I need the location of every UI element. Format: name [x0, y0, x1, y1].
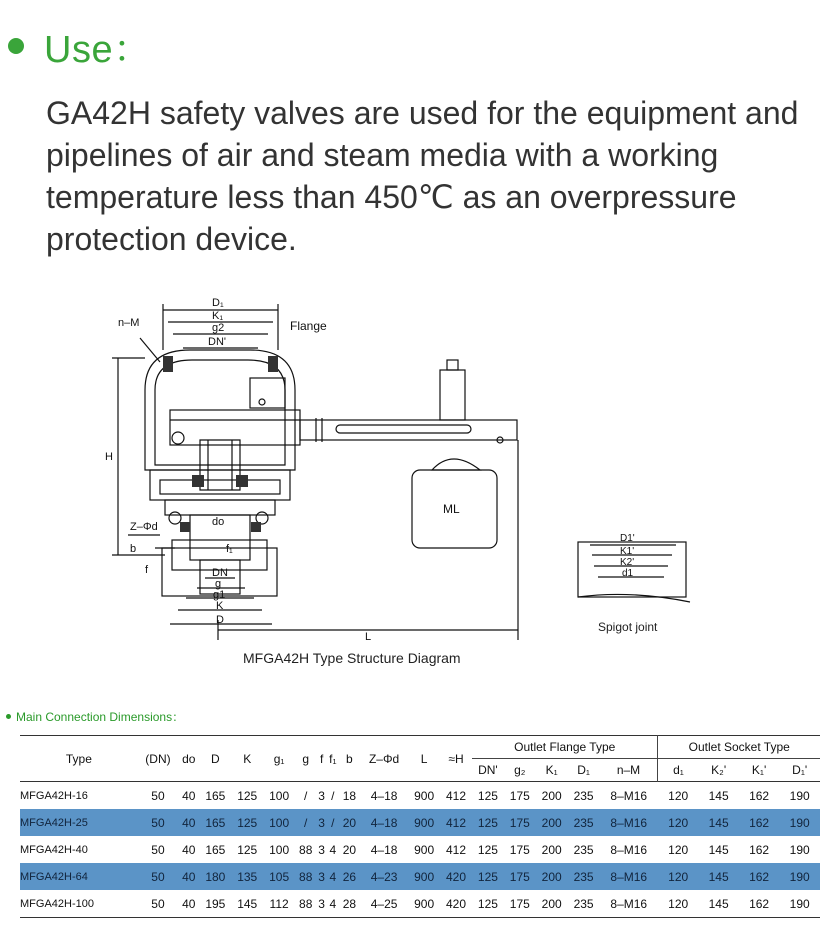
table-cell: 105 [263, 863, 295, 890]
section-heading [8, 18, 152, 73]
table-cell: 145 [708, 788, 729, 803]
col-header: Z–Φd [368, 751, 400, 766]
bullet-icon [6, 714, 11, 719]
label-b: b [130, 543, 137, 555]
table-cell: 125 [477, 842, 498, 857]
table-cell: 50 [138, 863, 178, 890]
label-f: f [145, 564, 149, 576]
table-cell: 3 [318, 842, 325, 857]
table-cell: 4–18 [370, 788, 398, 803]
table-cell: 18 [342, 788, 357, 803]
table-cell: 900 [408, 890, 440, 918]
table-cell: 40 [182, 788, 196, 803]
table-cell: 50 [138, 809, 178, 836]
type-cell: MFGA42H-40 [20, 843, 88, 856]
table-cell: 190 [779, 863, 820, 890]
label-k1: K₁ [212, 310, 224, 322]
table-cell: 100 [263, 809, 295, 836]
table-cell: 145 [698, 890, 738, 918]
table-cell: 162 [749, 842, 770, 857]
table-cell: 40 [178, 863, 199, 890]
table-cell: 3 [316, 809, 327, 836]
table-cell: 190 [789, 788, 810, 803]
table-cell: 3 [316, 863, 327, 890]
table-cell: 4 [327, 890, 339, 918]
table-cell: 145 [698, 809, 738, 836]
table-cell: 88 [299, 842, 313, 857]
table-cell: 120 [658, 863, 698, 890]
table-cell: 40 [178, 809, 199, 836]
table-cell: 412 [440, 809, 472, 836]
table-cell: 3 [318, 788, 325, 803]
table-cell: 175 [504, 809, 536, 836]
table-cell: 165 [205, 842, 226, 857]
table-cell: 190 [789, 842, 810, 857]
label-dn: DN [212, 567, 228, 579]
col-header: ≈H [448, 751, 464, 766]
dimensions-table [20, 735, 820, 918]
table-cell: 20 [342, 842, 357, 857]
table-cell: 900 [408, 809, 440, 836]
group-header-outlet-flange: Outlet Flange Type [472, 736, 658, 759]
table-cell: 900 [408, 863, 440, 890]
table-cell: 162 [739, 863, 779, 890]
table-cell: 125 [472, 809, 504, 836]
col-header: do [182, 751, 196, 766]
col-header: Type [65, 751, 92, 766]
label-z-phi-d: Z–Φd [130, 521, 158, 533]
col-header: K₁' [751, 763, 767, 777]
table-cell: / [304, 788, 308, 803]
group-header-outlet-socket: Outlet Socket Type [658, 736, 820, 759]
table-cell: / [327, 809, 339, 836]
label-d: D [216, 614, 224, 626]
label-g1: g1 [213, 589, 226, 601]
table-cell: 100 [269, 842, 290, 857]
table-cell: 235 [573, 788, 594, 803]
table-cell: 165 [205, 788, 226, 803]
label-k1-prime: K1' [620, 546, 635, 557]
col-header: D₁' [792, 763, 808, 777]
label-g2: g2 [212, 322, 225, 334]
table-cell: 145 [231, 890, 263, 918]
table-cell: / [295, 809, 316, 836]
type-cell: MFGA42H-100 [20, 890, 138, 918]
table-cell: 135 [231, 863, 263, 890]
table-cell: 28 [339, 890, 360, 918]
table-cell: 50 [151, 788, 165, 803]
table-cell: 125 [231, 809, 263, 836]
table-cell: 125 [472, 863, 504, 890]
table-cell: 50 [151, 842, 165, 857]
table-cell: 8–M16 [610, 788, 648, 803]
table-cell: 125 [477, 788, 498, 803]
table-cell: 40 [178, 890, 199, 918]
table-cell: 235 [568, 863, 600, 890]
col-header: K₂' [711, 763, 727, 777]
table-cell: 235 [568, 809, 600, 836]
table-cell: 4 [327, 863, 339, 890]
table-cell: / [331, 788, 335, 803]
table-cell: 120 [668, 842, 689, 857]
table-row [20, 809, 820, 836]
bullet-icon [8, 38, 24, 54]
col-header: D [211, 751, 220, 766]
col-header: L [420, 751, 428, 766]
table-cell: 175 [509, 788, 530, 803]
label-h: H [105, 451, 113, 463]
table-cell: 125 [472, 890, 504, 918]
label-l: L [365, 631, 372, 643]
col-header: D₁ [577, 763, 590, 777]
table-cell: 4 [329, 842, 337, 857]
table-cell: 120 [658, 809, 698, 836]
table-cell: 8–M16 [600, 863, 658, 890]
table-cell: 900 [414, 788, 435, 803]
table-cell: 200 [536, 809, 568, 836]
col-header: f [319, 751, 324, 766]
table-cell: 40 [182, 842, 196, 857]
table-heading [6, 708, 184, 725]
section-title: Use： [44, 29, 152, 71]
table-row [20, 836, 820, 863]
table-cell: 145 [708, 842, 729, 857]
table-cell: 100 [269, 788, 290, 803]
table-row [20, 890, 820, 918]
col-header: b [346, 751, 353, 766]
table-cell: 195 [199, 890, 231, 918]
table-cell: 200 [536, 863, 568, 890]
table-cell: 162 [749, 788, 770, 803]
table-cell: 900 [414, 842, 435, 857]
table-cell: 4–23 [360, 863, 408, 890]
col-header: g [302, 751, 310, 766]
col-header: K [243, 751, 252, 766]
col-header: DN' [478, 763, 498, 777]
description-text: GA42H safety valves are used for the equipment and pipelines of air and steam media with a working temperature less than 450℃ as an overpressure protection device. [46, 95, 799, 257]
table-cell: 165 [199, 809, 231, 836]
type-cell: MFGA42H-16 [20, 789, 88, 802]
table-cell: 190 [779, 809, 820, 836]
table-cell: 26 [339, 863, 360, 890]
table-cell: 420 [440, 863, 472, 890]
table-cell: 190 [779, 890, 820, 918]
table-cell: 88 [295, 863, 316, 890]
table-cell: 235 [573, 842, 594, 857]
table-cell: 112 [263, 890, 295, 918]
table-cell: 175 [509, 842, 530, 857]
table-cell: 412 [446, 788, 467, 803]
table-cell: 145 [698, 863, 738, 890]
table-cell: 4–18 [360, 809, 408, 836]
diagram-caption: MFGA42H Type Structure Diagram [243, 650, 461, 666]
table-cell: 175 [504, 890, 536, 918]
table-title: Main Connection Dimensions： [16, 710, 185, 724]
table-cell: 3 [316, 890, 327, 918]
table-cell: 88 [295, 890, 316, 918]
table-cell: 4–25 [360, 890, 408, 918]
label-nm: n–M [118, 317, 140, 329]
table-cell: 175 [504, 863, 536, 890]
label-d1-spigot: d1 [622, 568, 634, 579]
col-header: g₁ [273, 751, 285, 766]
col-header: n–M [600, 759, 658, 782]
label-k2-prime: K2' [620, 557, 635, 568]
table-cell: 8–M16 [600, 890, 658, 918]
table-cell: 4–18 [370, 842, 398, 857]
table-cell: 420 [440, 890, 472, 918]
label-do: do [212, 516, 225, 528]
table-cell: 200 [541, 842, 562, 857]
table-cell: 120 [658, 890, 698, 918]
table-cell: 162 [739, 809, 779, 836]
spigot-caption: Spigot joint [598, 620, 658, 634]
flange-label: Flange [290, 319, 327, 333]
table-cell: 200 [536, 890, 568, 918]
table-cell: 180 [199, 863, 231, 890]
table-cell: 20 [339, 809, 360, 836]
table-cell: 200 [541, 788, 562, 803]
weight-label: ML [443, 502, 460, 516]
table-row [20, 782, 820, 810]
table-cell: 120 [668, 788, 689, 803]
label-k: K [216, 600, 224, 612]
table-cell: 8–M16 [610, 842, 648, 857]
type-cell: MFGA42H-25 [20, 809, 138, 836]
col-header: d₁ [673, 763, 684, 777]
table-cell: 162 [739, 890, 779, 918]
table-row [20, 863, 820, 890]
table-cell: 8–M16 [600, 809, 658, 836]
label-f1: f₁ [226, 543, 233, 555]
label-dn-prime: DN' [208, 336, 226, 348]
table-cell: 125 [237, 842, 258, 857]
table-cell: 50 [138, 890, 178, 918]
col-header: K₁ [545, 763, 558, 777]
type-cell: MFGA42H-64 [20, 863, 138, 890]
structure-diagram [0, 290, 832, 680]
label-d1: D₁ [212, 297, 224, 309]
table-cell: 412 [446, 842, 467, 857]
col-header: g₂ [514, 763, 526, 777]
table-cell: 235 [568, 890, 600, 918]
label-g: g [215, 578, 222, 590]
label-d1-prime: D1' [620, 533, 635, 544]
col-header: (DN) [145, 751, 171, 766]
table-cell: 125 [237, 788, 258, 803]
col-header: f₁ [329, 751, 337, 766]
